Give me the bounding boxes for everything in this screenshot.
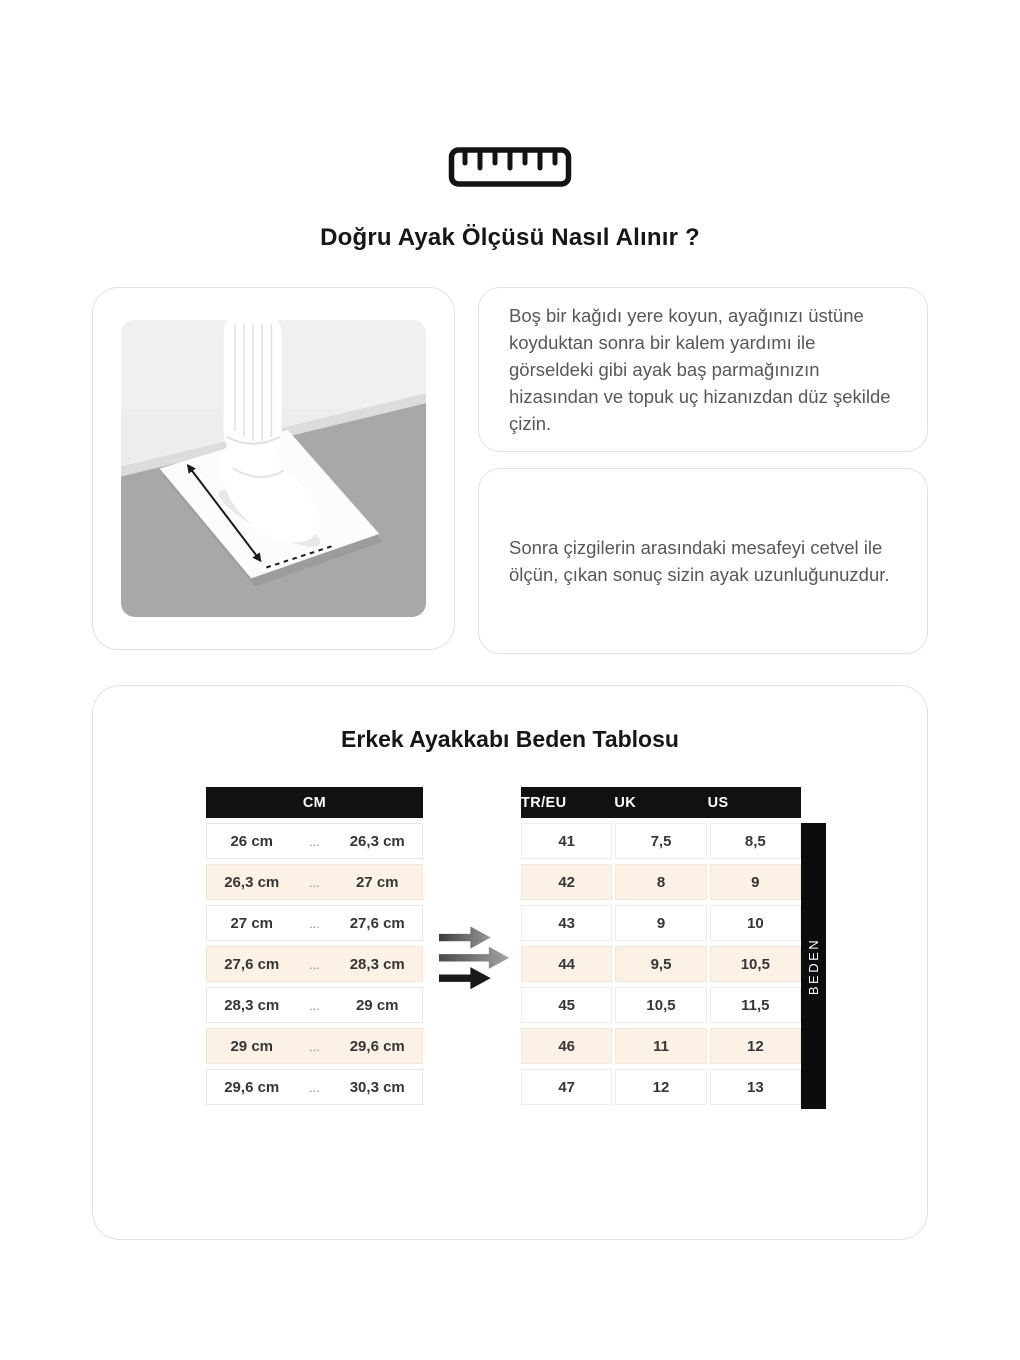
size-table-card	[92, 685, 928, 1240]
cm-from: 29,6 cm	[224, 1078, 280, 1096]
us-size: 13	[710, 1069, 801, 1105]
uk-size: 10,5	[615, 987, 706, 1023]
cm-table-row	[206, 1069, 423, 1105]
col-header-us: US	[707, 794, 729, 811]
col-header-tr-eu: TR/EU	[521, 794, 567, 811]
uk-size: 11	[615, 1028, 706, 1064]
size-tables	[206, 787, 927, 1105]
tr-eu-size: 46	[521, 1028, 612, 1064]
beden-side-label-text: BEDEN	[806, 937, 822, 995]
conversion-arrows-icon	[439, 919, 511, 993]
tr-eu-size: 41	[521, 823, 612, 859]
cm-from: 29 cm	[230, 1037, 274, 1055]
col-header-uk: UK	[614, 794, 637, 811]
us-size: 8,5	[710, 823, 801, 859]
cm-table-row	[206, 1028, 423, 1064]
size-table-row	[521, 823, 801, 859]
instruction-step-1	[478, 287, 928, 452]
tr-eu-size: 45	[521, 987, 612, 1023]
cm-to: 27 cm	[355, 873, 399, 891]
cm-to: 29,6 cm	[349, 1037, 405, 1055]
size-table-row	[521, 1028, 801, 1064]
foot-measurement-photo	[121, 320, 426, 617]
uk-size: 7,5	[615, 823, 706, 859]
us-size: 12	[710, 1028, 801, 1064]
cm-table-row	[206, 946, 423, 982]
range-separator: ...	[309, 1079, 320, 1095]
cm-table-row	[206, 823, 423, 859]
cm-table-header: CM	[206, 787, 423, 818]
cm-from: 27 cm	[230, 914, 274, 932]
cm-from: 26 cm	[230, 832, 274, 850]
size-table-row	[521, 946, 801, 982]
uk-size: 9,5	[615, 946, 706, 982]
size-table-header-row	[521, 787, 801, 818]
size-table-row	[521, 987, 801, 1023]
foot-photo-card	[92, 287, 455, 650]
instruction-step-2-text: Sonra çizgilerin arasındaki mesafeyi cetvel ile ölçün, çıkan sonuç sizin ayak uzunluğunuzdur.	[509, 537, 890, 585]
us-size: 11,5	[710, 987, 801, 1023]
instructions-section	[92, 287, 928, 654]
cm-table	[206, 787, 423, 1105]
size-table-row	[521, 1069, 801, 1105]
tr-eu-size: 42	[521, 864, 612, 900]
uk-size: 9	[615, 905, 706, 941]
range-separator: ...	[309, 833, 320, 849]
cm-to: 27,6 cm	[349, 914, 405, 932]
range-separator: ...	[309, 956, 320, 972]
cm-from: 28,3 cm	[224, 996, 280, 1014]
guide-header	[0, 146, 1020, 252]
cm-to: 28,3 cm	[349, 955, 405, 973]
tr-eu-size: 43	[521, 905, 612, 941]
cm-to: 30,3 cm	[349, 1078, 405, 1096]
range-separator: ...	[309, 915, 320, 931]
ruler-icon	[0, 146, 1020, 188]
cm-to: 26,3 cm	[349, 832, 405, 850]
tr-eu-size: 47	[521, 1069, 612, 1105]
cm-from: 27,6 cm	[224, 955, 280, 973]
us-size: 10	[710, 905, 801, 941]
beden-side-label	[801, 823, 826, 1109]
instruction-step-1-text: Boş bir kağıdı yere koyun, ayağınızı üstüne koyduktan sonra bir kalem yardımı ile görseldeki gibi ayak baş parmağınızın hizasından ve topuk uç hizanızdan düz şekilde çizin.	[509, 305, 891, 434]
instruction-step-2	[478, 468, 928, 654]
cm-to: 29 cm	[355, 996, 399, 1014]
uk-size: 8	[615, 864, 706, 900]
range-separator: ...	[309, 997, 320, 1013]
instruction-cards	[478, 287, 928, 654]
cm-table-row	[206, 905, 423, 941]
cm-table-row	[206, 987, 423, 1023]
cm-from: 26,3 cm	[224, 873, 280, 891]
cm-table-row	[206, 864, 423, 900]
us-size: 10,5	[710, 946, 801, 982]
tr-eu-size: 44	[521, 946, 612, 982]
size-conversion-table	[521, 787, 822, 1105]
size-table-title: Erkek Ayakkabı Beden Tablosu	[341, 726, 679, 752]
page-title: Doğru Ayak Ölçüsü Nasıl Alınır ?	[320, 224, 700, 251]
us-size: 9	[710, 864, 801, 900]
size-table-row	[521, 864, 801, 900]
range-separator: ...	[309, 874, 320, 890]
range-separator: ...	[309, 1038, 320, 1054]
size-table-row	[521, 905, 801, 941]
uk-size: 12	[615, 1069, 706, 1105]
